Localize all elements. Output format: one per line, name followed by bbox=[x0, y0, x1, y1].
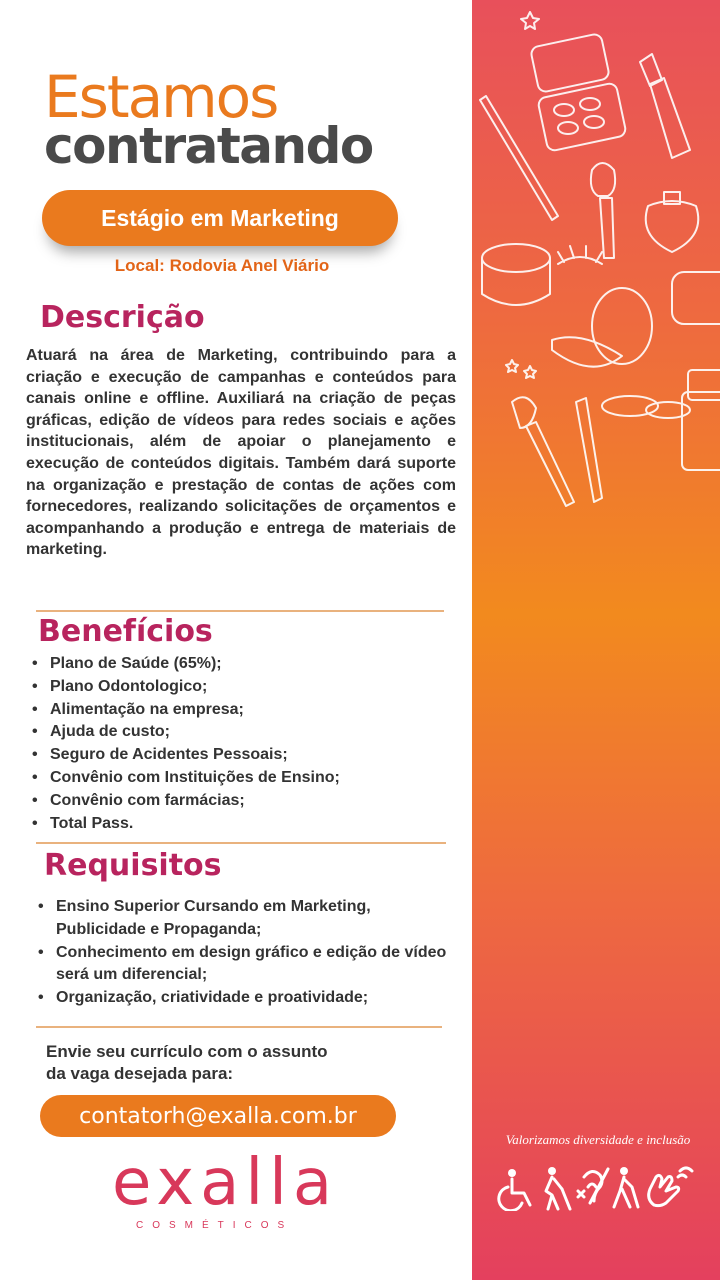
beneficios-heading: Benefícios bbox=[38, 614, 213, 649]
cta-text bbox=[46, 1041, 426, 1085]
list-item: • Ensino Superior Cursando em Marketing, Publicidade e Propaganda; bbox=[34, 896, 454, 942]
blind-cane-icon bbox=[546, 1167, 570, 1209]
job-title-pill: Estágio em Marketing bbox=[42, 190, 398, 246]
sign-language-icon bbox=[649, 1168, 692, 1206]
perfume-bottle-icon bbox=[682, 370, 720, 470]
walking-cane-icon bbox=[614, 1167, 638, 1207]
brand-name: exalla bbox=[112, 1146, 339, 1220]
requisitos-list bbox=[34, 896, 454, 1010]
pencil-icon bbox=[480, 96, 558, 220]
accessibility-icons bbox=[494, 1165, 694, 1211]
brand-tagline: COSMÉTICOS bbox=[136, 1220, 294, 1231]
list-item: • Plano Odontologico; bbox=[28, 676, 448, 699]
list-item: • Ajuda de custo; bbox=[28, 721, 448, 744]
wheelchair-icon bbox=[499, 1169, 530, 1211]
cta-line1: Envie seu currículo com o assunto bbox=[46, 1042, 328, 1061]
beneficios-list bbox=[28, 653, 448, 835]
diversity-text: Valorizamos diversidade e inclusão bbox=[505, 1132, 691, 1147]
star-icon bbox=[506, 360, 518, 372]
lip-balm-icon bbox=[602, 396, 690, 418]
compact-mirror-icon bbox=[552, 288, 652, 367]
eyelash-icon bbox=[558, 246, 602, 264]
email-pill[interactable]: contatorh@exalla.com.br bbox=[40, 1095, 396, 1137]
list-item: • Conhecimento em design gráfico e edição de vídeo será um diferencial; bbox=[34, 942, 454, 988]
perfume-bottle-icon bbox=[646, 192, 699, 252]
list-item: • Alimentação na empresa; bbox=[28, 699, 448, 722]
descricao-heading: Descrição bbox=[40, 300, 205, 335]
hearing-impaired-icon bbox=[578, 1169, 608, 1203]
divider bbox=[36, 1026, 442, 1028]
job-location: Local: Rodovia Anel Viário bbox=[114, 256, 330, 275]
list-item: • Convênio com Instituições de Ensino; bbox=[28, 767, 448, 790]
descricao-text: Atuará na área de Marketing, contribuindo para a criação e execução de campanhas e conteúdos para canais online e offline. Auxiliará na criação de peças gráficas, edição de vídeos para redes sociais e ações institucionais, além de apoiar o planejamento e execução de conteúdos digitais. Também dará suporte na organização e prestação de contas de ações com fornecedores, realizando solicitações de orçamentos e acompanhando a produção e entrega de materiais de marketing. bbox=[26, 347, 456, 559]
list-item: • Convênio com farmácias; bbox=[28, 790, 448, 813]
eyeshadow-palette-icon bbox=[530, 33, 627, 152]
headline-line1: Estamos bbox=[44, 63, 278, 131]
divider bbox=[36, 842, 446, 844]
cosmetics-illustration bbox=[472, 0, 720, 520]
makeup-brush-icon bbox=[512, 397, 602, 506]
star-icon bbox=[524, 366, 536, 378]
brand-logo bbox=[112, 1148, 338, 1218]
cta-line2: da vaga desejada para: bbox=[46, 1064, 234, 1083]
divider bbox=[36, 610, 444, 612]
list-item: • Seguro de Acidentes Pessoais; bbox=[28, 744, 448, 767]
star-icon bbox=[521, 12, 539, 29]
list-item: • Plano de Saúde (65%); bbox=[28, 653, 448, 676]
blush-case-icon bbox=[672, 272, 720, 324]
list-item: • Total Pass. bbox=[28, 813, 448, 836]
cream-jar-icon bbox=[482, 244, 550, 305]
lipstick-icon bbox=[640, 54, 690, 158]
list-item: • Organização, criatividade e proatividade; bbox=[34, 987, 454, 1010]
requisitos-heading: Requisitos bbox=[44, 848, 222, 883]
headline-line2: contratando bbox=[44, 117, 373, 175]
decorative-panel bbox=[472, 0, 720, 1280]
makeup-brush-icon bbox=[591, 163, 615, 258]
